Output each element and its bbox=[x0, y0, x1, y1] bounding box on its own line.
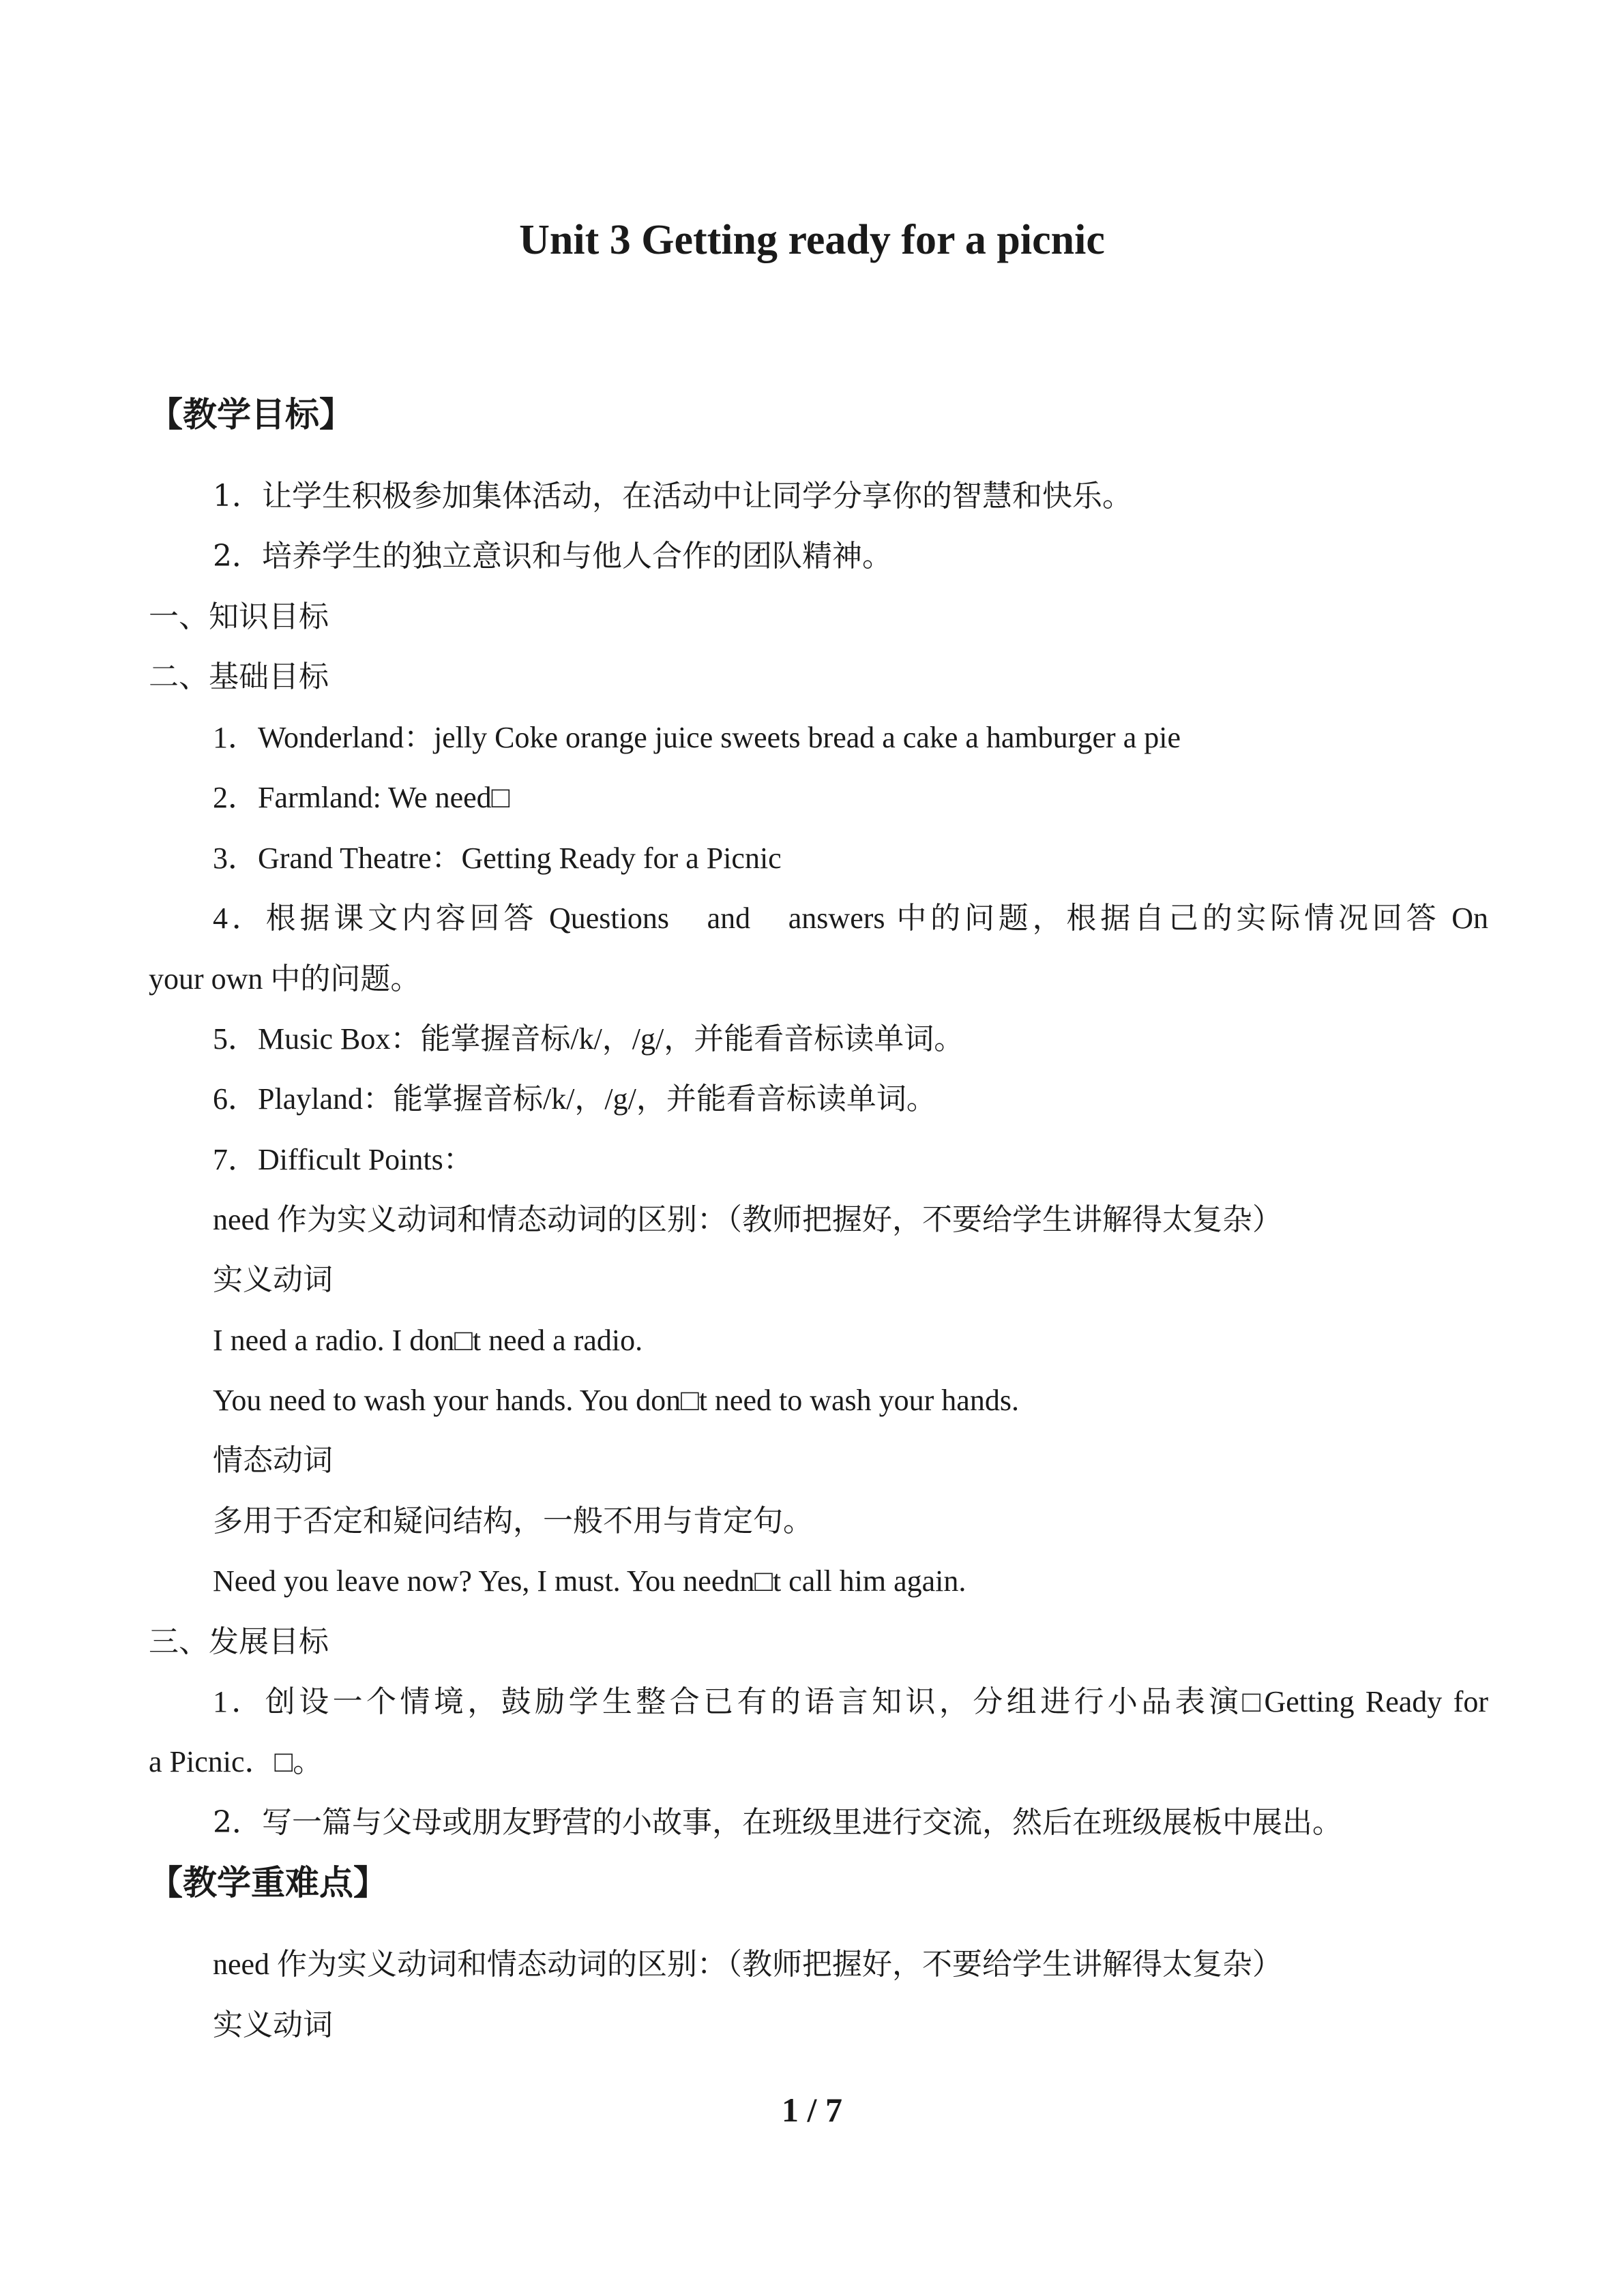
document-title: Unit 3 Getting ready for a picnic bbox=[519, 217, 1105, 263]
section-heading-teaching-goals: 【教学目标】 bbox=[149, 395, 353, 434]
basic-item-4-line-2: your own 中的问题。 bbox=[149, 962, 421, 996]
development-item-1-line-2: a Picnic．□。 bbox=[149, 1745, 323, 1778]
development-item-1-line-1: 1．创设一个情境，鼓励学生整合已有的语言知识，分组进行小品表演□Getting Ready for bbox=[213, 1685, 1488, 1718]
basic-item-2: 2．Farmland: We need□ bbox=[213, 781, 510, 814]
section-heading-key-points: 【教学重难点】 bbox=[149, 1863, 387, 1903]
need-distinction-line: need 作为实义动词和情态动词的区别：（教师把握好，不要给学生讲解得太复杂） bbox=[213, 1203, 1283, 1236]
example-sentence-2: You need to wash your hands. You don□t need to wash your hands. bbox=[213, 1384, 1019, 1417]
example-sentence-1: I need a radio. I don□t need a radio. bbox=[213, 1324, 643, 1357]
goal-item-1: 1．让学生积极参加集体活动，在活动中让同学分享你的智慧和快乐。 bbox=[213, 479, 1132, 513]
basic-item-3: 3．Grand Theatre：Getting Ready for a Picnic bbox=[213, 841, 782, 875]
modal-verb-label: 情态动词 bbox=[213, 1443, 333, 1478]
basic-item-5: 5．Music Box：能掌握音标/k/，/g/，并能看音标读单词。 bbox=[213, 1022, 964, 1056]
development-item-2: 2．写一篇与父母或朋友野营的小故事，在班级里进行交流，然后在班级展板中展出。 bbox=[213, 1805, 1342, 1840]
example-sentence-3: Need you leave now? Yes, I must. You needn□t call him again. bbox=[213, 1564, 966, 1598]
modal-usage-note: 多用于否定和疑问结构，一般不用与肯定句。 bbox=[213, 1504, 813, 1538]
page-number: 1 / 7 bbox=[782, 2091, 842, 2129]
basic-item-6: 6．Playland：能掌握音标/k/，/g/，并能看音标读单词。 bbox=[213, 1082, 936, 1116]
basic-goals-heading: 二、基础目标 bbox=[149, 659, 329, 694]
goal-item-2: 2．培养学生的独立意识和与他人合作的团队精神。 bbox=[213, 539, 892, 573]
key-points-notional-verb-label: 实义动词 bbox=[213, 2008, 333, 2042]
development-goals-heading: 三、发展目标 bbox=[149, 1624, 329, 1659]
notional-verb-label: 实义动词 bbox=[213, 1262, 333, 1297]
basic-item-7: 7．Difficult Points： bbox=[213, 1143, 473, 1176]
basic-item-4-line-1: 4．根据课文内容回答 Questions and answers 中的问题，根据自己的实际情况回答 On bbox=[213, 901, 1488, 935]
key-points-need-line: need 作为实义动词和情态动词的区别：（教师把握好，不要给学生讲解得太复杂） bbox=[213, 1948, 1283, 1981]
basic-item-1: 1．Wonderland：jelly Coke orange juice sweets bread a cake a hamburger a pie bbox=[213, 721, 1181, 754]
knowledge-goals-heading: 一、知识目标 bbox=[149, 599, 329, 634]
